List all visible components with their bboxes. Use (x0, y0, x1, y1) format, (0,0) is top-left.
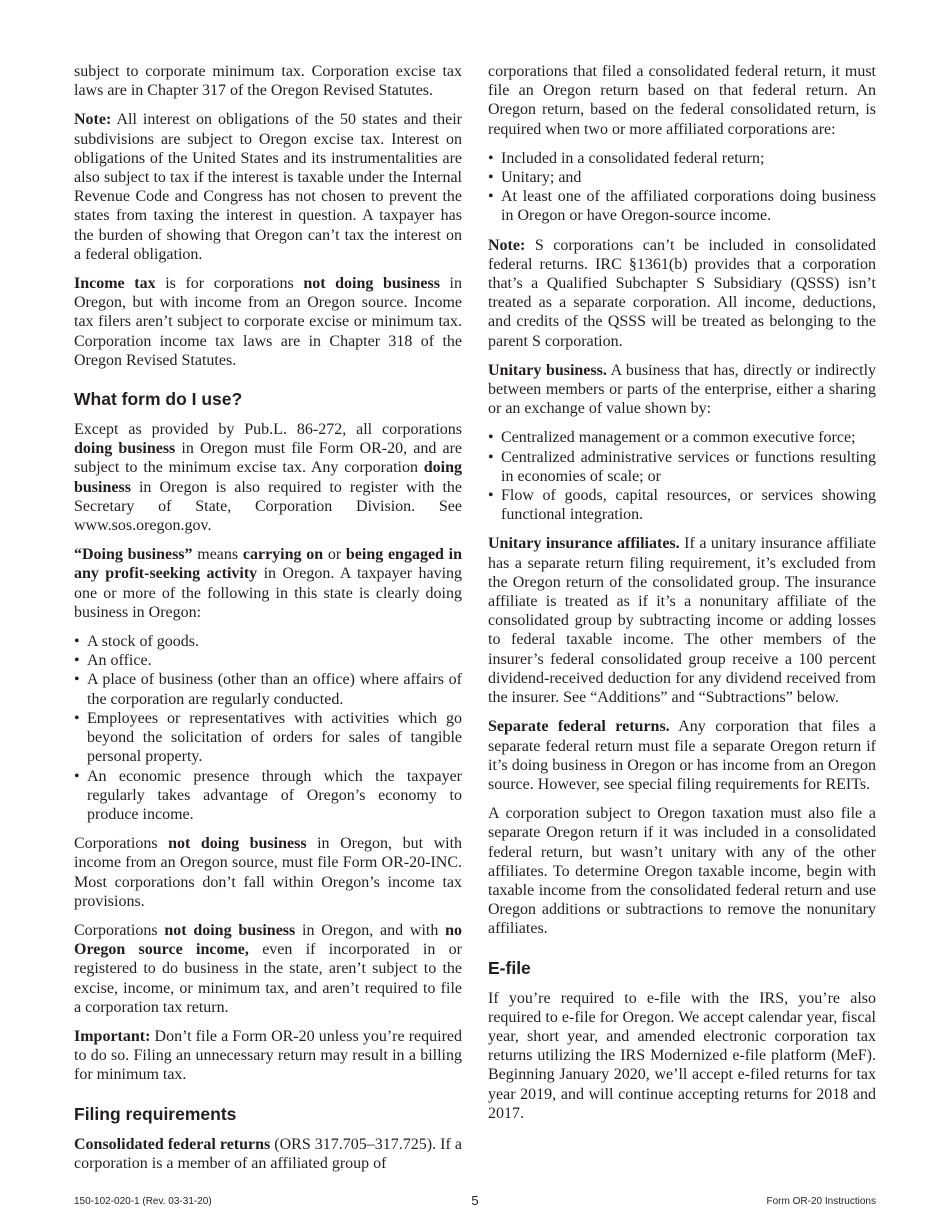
paragraph (74, 921, 462, 1017)
section-heading (74, 1103, 462, 1125)
section-heading (74, 388, 462, 410)
text-run: in Oregon is also required to register with the Secretary of State, Corporation Division. See www.sos.oregon.gov. (74, 478, 462, 535)
paragraph (74, 110, 462, 264)
text-run: or (323, 546, 346, 564)
text-run: Any corporation that files a separate federal return must file a separate Oregon return if it’s doing business in Oregon or has income from an Oregon source. However, see special filing requirements for REITs. (488, 718, 877, 793)
bold-text: being engaged in any profit-seeking activity (74, 546, 463, 583)
list-item: • At least one of the affiliated corporations doing business in Oregon or have Oregon-source income. (488, 187, 876, 225)
bold-text: no Oregon source income, (74, 921, 463, 959)
text-run: corporations that filed a consolidated federal return, it must file an Oregon return based on that federal return. An Oregon return, based on the federal consolidated return, is required when two or more affiliated corporations are: (488, 63, 876, 138)
paragraph (488, 534, 876, 707)
list-item: • Unitary; and (488, 168, 876, 187)
paragraph (488, 804, 876, 938)
list-item: • An office. (74, 651, 462, 670)
bold-text: not doing business (164, 921, 296, 939)
text-run: Except as provided by Pub.L. 86-272, all corporations (74, 421, 462, 439)
bold-text: Consolidated federal returns (74, 1135, 271, 1153)
text-run: subject to corporate minimum tax. Corporation excise tax laws are in Chapter 317 of the Oregon Revised Statutes. (74, 63, 462, 100)
footer-title: Form OR-20 Instructions (766, 1196, 876, 1207)
bold-text: Separate federal returns. (488, 718, 670, 736)
text-run: in Oregon must file Form OR-20, and are subject to the minimum excise tax. Any corporation (74, 440, 462, 477)
list-item: • Flow of goods, capital resources, or services showing functional integration. (488, 486, 876, 524)
text-run: is for corporations (155, 275, 304, 293)
bold-text: not doing business (303, 275, 440, 293)
paragraph (488, 717, 876, 794)
bullet-list (488, 149, 876, 226)
paragraph (488, 236, 876, 351)
paragraph (488, 989, 876, 1123)
text-run: What form do I use? (74, 389, 243, 410)
list-item: • Included in a consolidated federal return; (488, 149, 876, 168)
right-column (488, 62, 876, 1133)
text-run: means (192, 546, 243, 564)
list-item: • Employees or representatives with activities which go beyond the solicitation of orders for sales of tangible personal property. (74, 709, 462, 767)
list-item: • Centralized administrative services or functions resulting in economies of scale; or (488, 448, 876, 486)
bold-text: not doing business (168, 835, 307, 853)
text-run: (ORS 317.705–317.725). If a corporation is a member of an affiliated group of (74, 1135, 462, 1172)
bold-text: Note: (488, 236, 526, 254)
text-run: in Oregon, but with income from an Oregon source, must file Form OR-20-INC. Most corporations don’t fall within Oregon’s income tax provisions. (74, 835, 463, 910)
left-column (74, 62, 462, 1183)
bullet-list (74, 632, 462, 824)
text-run: in Oregon. A taxpayer having one or more of the following in this state is clearly doing business in Oregon: (74, 565, 463, 621)
section-heading (488, 957, 876, 979)
paragraph (74, 545, 462, 622)
paragraph (74, 274, 462, 370)
bullet-list (488, 428, 876, 524)
bold-text: carrying on (242, 546, 324, 564)
text-run: even if incorporated in or registered to do business in the state, aren’t subject to the excise, income, or minimum tax, and aren’t required to file a corporation tax return. (74, 941, 462, 1016)
bold-text: doing business (74, 440, 176, 458)
bold-text: Income tax (74, 275, 156, 293)
text-run: in Oregon, but with income from an Oregon source. Income tax filers aren’t subject to corporate excise or minimum tax. Corporation income tax laws are in Chapter 318 of the Oregon Revised Statutes. (74, 275, 462, 369)
text-run: A business that has, directly or indirectly between members or parts of the enterprise, either a sharing or an exchange of value shown by: (488, 361, 877, 418)
paragraph (74, 420, 462, 535)
page-number: 5 (471, 1193, 479, 1208)
paragraph (74, 62, 462, 100)
footer-form-number: 150-102-020-1 (Rev. 03-31-20) (74, 1196, 212, 1207)
text-run: If a unitary insurance affiliate has a separate return filing requirement, it’s excluded from the Oregon return of the consolidated group. The insurance affiliate is treated as if it’s a nonunitary affiliate of the consolidated group by subtracting income or adding losses to federal taxable income. The other members of the insurer’s federal consolidated group receive a 100 percent dividend-received deduction for any dividend received from the insurer. See “Additions” and “Subtractions” below. (488, 535, 876, 707)
bold-text: “Doing business” (74, 546, 193, 564)
list-item: • An economic presence through which the taxpayer regularly takes advantage of Oregon’s economy to produce income. (74, 767, 462, 825)
paragraph (488, 361, 876, 419)
list-item: • A stock of goods. (74, 632, 462, 651)
text-run: If you’re required to e-file with the IRS, you’re also required to e-file for Oregon. We accept calendar year, fiscal year, short year, and amended electronic corporation tax returns utilizing the IRS Modernized e-file platform (MeF). Beginning January 2020, we’ll accept e-filed returns for tax year 2019, and will continue accepting returns for 2018 and 2017. (488, 989, 876, 1122)
paragraph (488, 62, 876, 139)
text-run: Filing requirements (74, 1103, 237, 1124)
text-run: E-file (488, 957, 531, 978)
paragraph (74, 1135, 462, 1173)
paragraph (74, 834, 462, 911)
text-run: in Oregon, and with (295, 921, 446, 939)
text-run: All interest on obligations of the 50 states and their subdivisions are subject to Oregon excise tax. Interest on obligations of the United States and its instrumentalities are also subject to tax if the interest is taxable under the Internal Revenue Code and Congress has not chosen to prevent the states from taxing the interest in question. A taxpayer has the burden of showing that Oregon can’t tax the interest on a federal obligation. (74, 111, 462, 263)
list-item: • A place of business (other than an office) where affairs of the corporation are regularly conducted. (74, 670, 462, 708)
bold-text: Note: (74, 111, 112, 129)
bold-text: Unitary business. (488, 361, 607, 379)
text-run: Corporations (74, 835, 169, 853)
text-run: A corporation subject to Oregon taxation must also file a separate Oregon return if it was included in a consolidated federal return, but wasn’t unitary with any of the other affiliates. To determine Oregon taxable income, begin with taxable income from the consolidated federal return and use Oregon additions or subtractions to remove the nonunitary affiliates. (488, 805, 876, 938)
paragraph (74, 1027, 462, 1085)
list-item: • Centralized management or a common executive force; (488, 428, 876, 447)
text-run: S corporations can’t be included in consolidated federal returns. IRC §1361(b) provides that a corporation that’s a Qualified Subchapter S Subsidiary (QSSS) isn’t treated as a separate corporation. All income, deductions, and credits of the QSSS will be treated as belonging to the parent S corporation. (488, 236, 876, 350)
text-run: Corporations (74, 921, 165, 939)
bold-text: Unitary insurance affiliates. (488, 535, 680, 553)
bold-text: Important: (74, 1027, 151, 1045)
bold-text: doing business (74, 459, 462, 496)
text-run: Don’t file a Form OR-20 unless you’re required to do so. Filing an unnecessary return may result in a billing for minimum tax. (74, 1027, 462, 1084)
